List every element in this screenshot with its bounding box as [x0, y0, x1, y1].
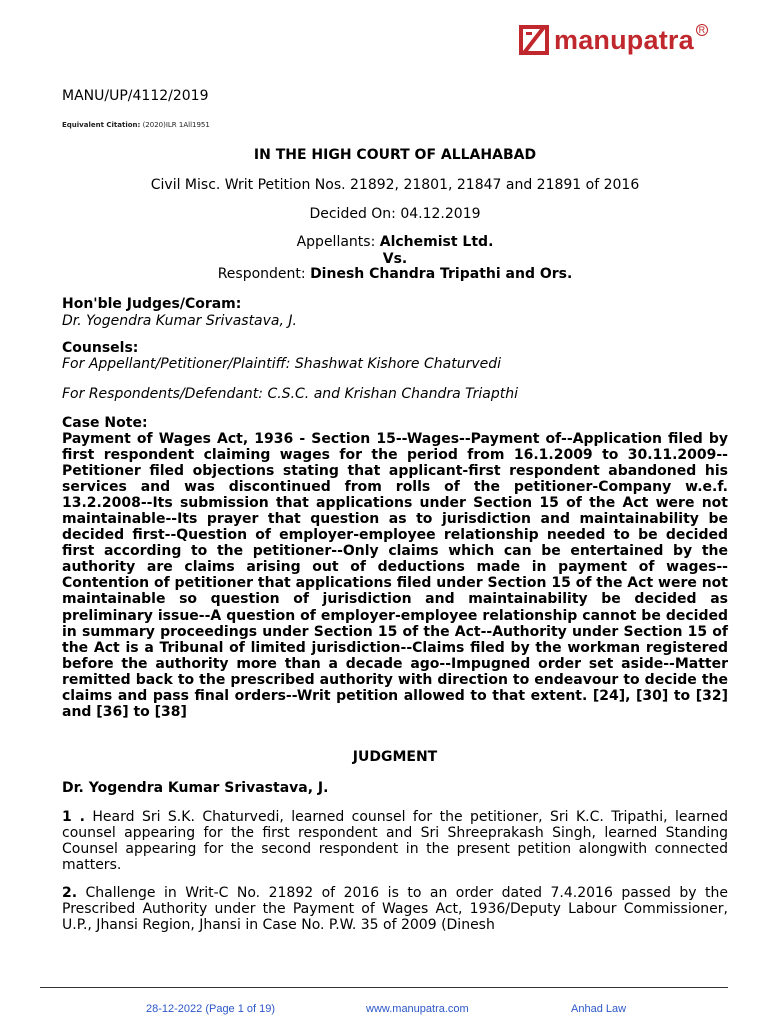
decided-on: Decided On: 04.12.2019: [309, 206, 481, 222]
manupatra-logo-icon: [518, 24, 550, 56]
equivalent-citation: [62, 121, 728, 129]
court-name: IN THE HIGH COURT OF ALLAHABAD: [253, 147, 537, 163]
coram-judge: Dr. Yogendra Kumar Srivastava, J.: [62, 313, 297, 329]
manupatra-logo: [518, 22, 708, 58]
counsels-heading: Counsels:: [62, 340, 139, 356]
footer-date-page: 28-12-2022 (Page 1 of 19): [146, 1003, 276, 1015]
registered-mark: R: [696, 24, 708, 36]
judgment-paragraph: [62, 885, 728, 933]
respondent-name: Dinesh Chandra Tripathi and Ors.: [310, 266, 573, 282]
counsel-appellant: For Appellant/Petitioner/Plaintiff: Shashwat Kishore Chaturvedi: [62, 356, 502, 372]
footer-divider: [40, 987, 728, 988]
paragraph-text: Challenge in Writ-C No. 21892 of 2016 is to an order dated 7.4.2016 passed by the Prescribed Authority under the Payment of Wages Act, 1936/Deputy Labour Commissioner, U.P., Jhansi Region, Jhansi in Case No. P.W. 35 of 2009 (Dinesh: [62, 885, 728, 933]
paragraph-number: 2.: [62, 885, 78, 901]
counsel-respondent: For Respondents/Defendant: C.S.C. and Krishan Chandra Triapthi: [62, 386, 518, 402]
appellants-name: Alchemist Ltd.: [379, 234, 494, 250]
versus: Vs.: [382, 251, 408, 267]
footer-licensee: Anhad Law: [571, 1003, 627, 1015]
judgment-heading: JUDGMENT: [352, 749, 438, 765]
petition-numbers: Civil Misc. Writ Petition Nos. 21892, 21801, 21847 and 21891 of 2016: [150, 177, 640, 193]
case-note-heading: Case Note:: [62, 415, 148, 431]
respondent-label: Respondent:: [217, 266, 311, 282]
equivalent-citation-value: (2020)ILR 1All1951: [142, 121, 210, 129]
equivalent-citation-label: Equivalent Citation:: [62, 121, 141, 129]
coram-heading: Hon'ble Judges/Coram:: [62, 296, 242, 312]
brand-name: manupatra: [554, 24, 694, 55]
case-note-text: Payment of Wages Act, 1936 - Section 15--Wages--Payment of--Application filed by first respondent claiming wages for the period from 16.1.2009 to 30.11.2009--Petitioner filed objections stating that applicant-first respondent abandoned his services and was discontinued from rolls of the petitioner-Company w.e.f. 13.2.2008--Its submission that applications under Section 15 of the Act were not maintainable--Its prayer that question as to jurisdiction and maintainability be decided first--Question of employer-employee relationship needed to be decided first according to the petitioner--Only claims which can be entertained by the authority are claims arising out of deductions made in payment of wages--Contention of petitioner that applications filed under Section 15 of the Act were not maintainable so question of jurisdiction and maintainability be decided as preliminary issue--A question of employer-employee relationship cannot be decided in summary proceedings under Section 15 of the Act--Authority under Section 15 of the Act is a Tribunal of limited jurisdiction--Claims filed by the workman registered before the authority more than a decade ago--Impugned order set aside--Matter remitted back to the prescribed authority with direction to endeavour to decide the claims and pass final orders--Writ petition allowed to that extent. [24], [30] to [32] and [36] to [38]: [62, 431, 728, 720]
respondent-line: [62, 266, 728, 282]
manu-citation: MANU/UP/4112/2019: [62, 88, 209, 104]
appellants-line: [62, 234, 728, 250]
judgment-paragraph: [62, 809, 728, 873]
paragraph-number: 1 .: [62, 809, 85, 825]
footer-website-link[interactable]: www.manupatra.com: [366, 1003, 469, 1015]
appellants-label: Appellants:: [296, 234, 380, 250]
paragraph-text: Heard Sri S.K. Chaturvedi, learned counsel for the petitioner, Sri K.C. Tripathi, learned counsel appearing for the first respondent and Sri Shreeprakash Singh, learned Standing Counsel appearing for the second respondent in the present petition alongwith connected matters.: [62, 809, 728, 873]
judgment-author: Dr. Yogendra Kumar Srivastava, J.: [62, 780, 329, 796]
